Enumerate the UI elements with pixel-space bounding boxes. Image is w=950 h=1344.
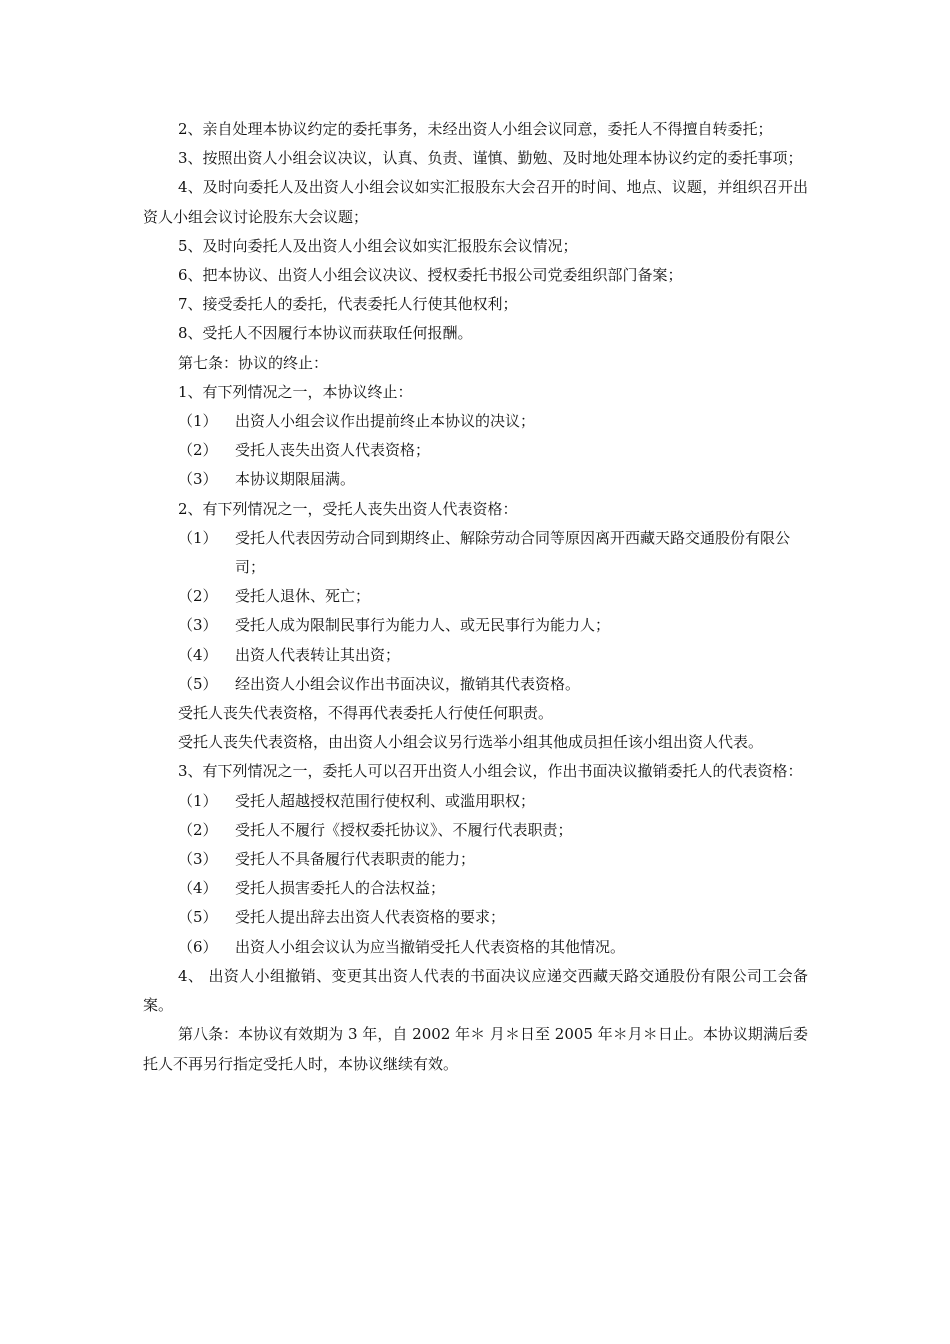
duty-item-3: 3、按照出资人小组会议决议，认真、负责、谨慎、勤勉、及时地处理本协议约定的委托事项；: [178, 149, 803, 168]
list-number: （2）: [178, 587, 218, 606]
duty-item-4: 4、及时向委托人及出资人小组会议如实汇报股东大会召开的时间、地点、议题，并组织召开出资人小组会议讨论股东大会议题；: [143, 178, 808, 226]
list-text: 受托人超越授权范围行使权利、或滥用职权；: [235, 791, 536, 810]
filing-clause-4: 4、 出资人小组撤销、变更其出资人代表的书面决议应递交西藏天路交通股份有限公司工会备案。: [143, 966, 808, 1015]
disqualification-clause-2: 2、有下列情况之一，受托人丧失出资人代表资格：: [178, 499, 518, 518]
list-number: （3）: [178, 850, 218, 869]
article-7-heading: 第七条：协议的终止：: [178, 353, 329, 372]
list-text: 出资人代表转让其出资；: [235, 645, 401, 664]
duty-item-5: 5、及时向委托人及出资人小组会议如实汇报股东会议情况；: [178, 236, 578, 255]
list-text: 受托人不履行《授权委托协议》、不履行代表职责；: [235, 820, 573, 839]
list-text: 受托人成为限制民事行为能力人、或无民事行为能力人；: [235, 616, 611, 635]
document-body: [143, 115, 808, 1079]
disqualification-condition: [143, 670, 808, 699]
list-number: （2）: [178, 441, 218, 460]
list-text: 受托人代表因劳动合同到期终止、解除劳动合同等原因离开西藏天路交通股份有限公司；: [235, 528, 791, 577]
list-number: （5）: [178, 674, 218, 693]
disqualification-condition: [143, 611, 808, 640]
revocation-condition: [143, 845, 808, 874]
termination-condition: [143, 465, 808, 494]
revocation-clause-3: 3、有下列情况之一，委托人可以召开出资人小组会议，作出书面决议撤销委托人的代表资格：: [178, 762, 803, 781]
duty-item-2: 2、亲自处理本协议约定的委托事务，未经出资人小组会议同意，委托人不得擅自转委托；: [178, 120, 773, 138]
list-number: （1）: [178, 412, 218, 431]
revocation-condition: [143, 787, 808, 816]
disqualification-condition: [143, 641, 808, 670]
list-text: 受托人退休、死亡；: [235, 587, 371, 606]
list-text: 经出资人小组会议作出书面决议，撤销其代表资格。: [235, 674, 581, 693]
list-number: （3）: [178, 470, 218, 489]
list-number: （3）: [178, 616, 218, 635]
termination-condition: [143, 436, 808, 465]
list-text: 受托人损害委托人的合法权益；: [235, 879, 446, 898]
disqualification-condition: [143, 582, 808, 611]
revocation-condition: [143, 874, 808, 903]
duty-item-7: 7、接受委托人的委托，代表委托人行使其他权利；: [178, 295, 518, 314]
list-text: 受托人提出辞去出资人代表资格的要求；: [235, 908, 506, 927]
disqualification-condition: [143, 524, 808, 582]
replacement-rule: 受托人丧失代表资格，由出资人小组会议另行选举小组其他成员担任该小组出资人代表。: [178, 733, 764, 752]
revocation-condition: [143, 816, 808, 845]
list-number: （1）: [178, 791, 218, 810]
termination-clause-1: 1、有下列情况之一，本协议终止：: [178, 382, 413, 401]
termination-condition: [143, 407, 808, 436]
revocation-condition: [143, 903, 808, 932]
list-number: （4）: [178, 879, 218, 898]
disqualification-effect: 受托人丧失代表资格，不得再代表委托人行使任何职责。: [178, 704, 554, 723]
list-text: 本协议期限届满。: [235, 470, 356, 489]
list-number: （5）: [178, 908, 218, 927]
list-text: 受托人丧失出资人代表资格；: [235, 441, 431, 460]
revocation-condition: [143, 933, 808, 962]
list-text: 出资人小组会议作出提前终止本协议的决议；: [235, 412, 536, 431]
list-number: （4）: [178, 645, 218, 664]
list-number: （1）: [178, 528, 218, 547]
duty-item-6: 6、把本协议、出资人小组会议决议、授权委托书报公司党委组织部门备案；: [178, 266, 683, 285]
list-text: 受托人不具备履行代表职责的能力；: [235, 850, 476, 869]
article-8-validity: 第八条：本协议有效期为 3 年，自 2002 年＊ 月＊日至 2005 年＊月＊日止。本协议期满后委托人不再另行指定受托人时，本协议继续有效。: [143, 1025, 808, 1073]
duty-item-8: 8、受托人不因履行本协议而获取任何报酬。: [178, 324, 473, 343]
list-number: （6）: [178, 937, 218, 956]
list-number: （2）: [178, 820, 218, 839]
list-text: 出资人小组会议认为应当撤销受托人代表资格的其他情况。: [235, 937, 626, 956]
